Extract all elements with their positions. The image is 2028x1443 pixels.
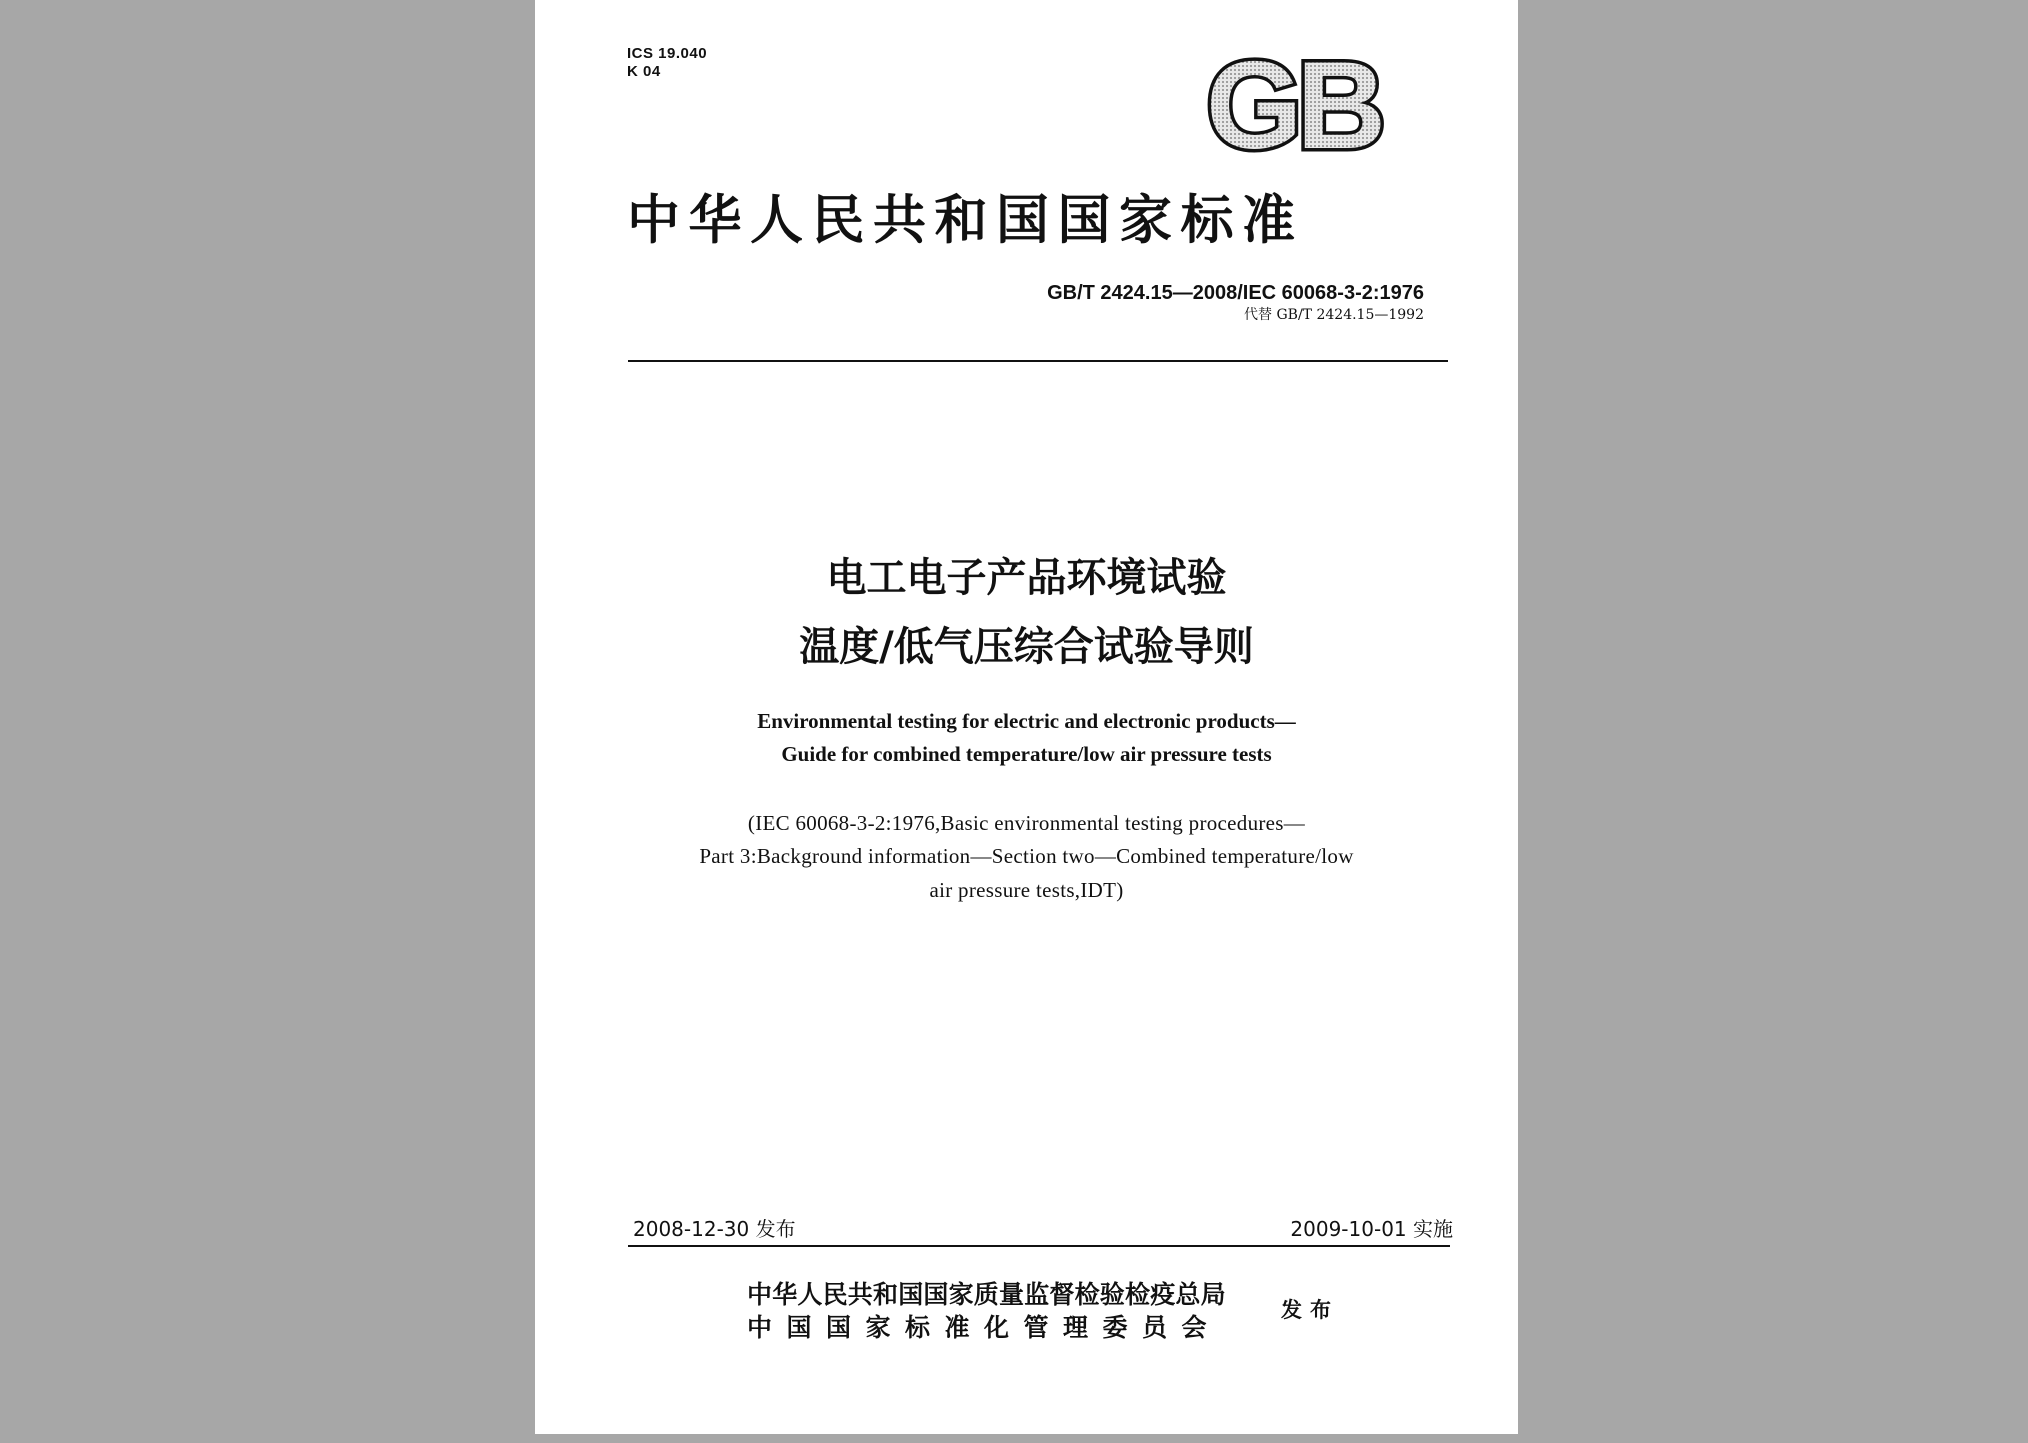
gb-logo bbox=[1193, 52, 1393, 162]
ics-code: ICS 19.040 bbox=[627, 45, 708, 62]
document-page bbox=[535, 0, 1518, 1434]
implementation-date: 2009-10-01 实施 bbox=[1290, 1217, 1453, 1241]
chinese-title-line-2: 温度/低气压综合试验导则 bbox=[799, 624, 1254, 670]
publisher-sac: 中国国家标准化管理委员会 bbox=[747, 1313, 1222, 1342]
iec-reference-line-2: Part 3:Background information—Section two—Combined temperature/low bbox=[699, 844, 1354, 868]
footer-divider bbox=[628, 1245, 1450, 1247]
classification-codes bbox=[627, 45, 707, 81]
dates-row bbox=[633, 1215, 1453, 1245]
english-title-line-2: Guide for combined temperature/low air pressure tests bbox=[781, 742, 1272, 766]
publisher-aqsiq: 中华人民共和国国家质量监督检验检疫总局 bbox=[747, 1280, 1226, 1309]
english-title-line-1: Environmental testing for electric and electronic products— bbox=[757, 709, 1296, 733]
standard-number: GB/T 2424.15—2008/IEC 60068-3-2:1976 bbox=[1047, 282, 1424, 304]
chinese-title-line-1: 电工电子产品环境试验 bbox=[826, 555, 1227, 601]
gb-logo-text: GB bbox=[1206, 52, 1380, 162]
header-divider bbox=[628, 360, 1448, 362]
publish-label: 发布 bbox=[1281, 1298, 1339, 1322]
replaces-note: 代替 GB/T 2424.15—1992 bbox=[1244, 307, 1424, 323]
iec-reference-line-1: (IEC 60068-3-2:1976,Basic environmental testing procedures— bbox=[747, 811, 1306, 835]
national-standard-heading: 中华人民共和国国家标准 bbox=[627, 190, 1304, 251]
ccs-code: K 04 bbox=[627, 63, 661, 80]
issue-date: 2008-12-30 发布 bbox=[633, 1217, 796, 1241]
iec-reference-line-3: air pressure tests,IDT) bbox=[929, 878, 1124, 902]
